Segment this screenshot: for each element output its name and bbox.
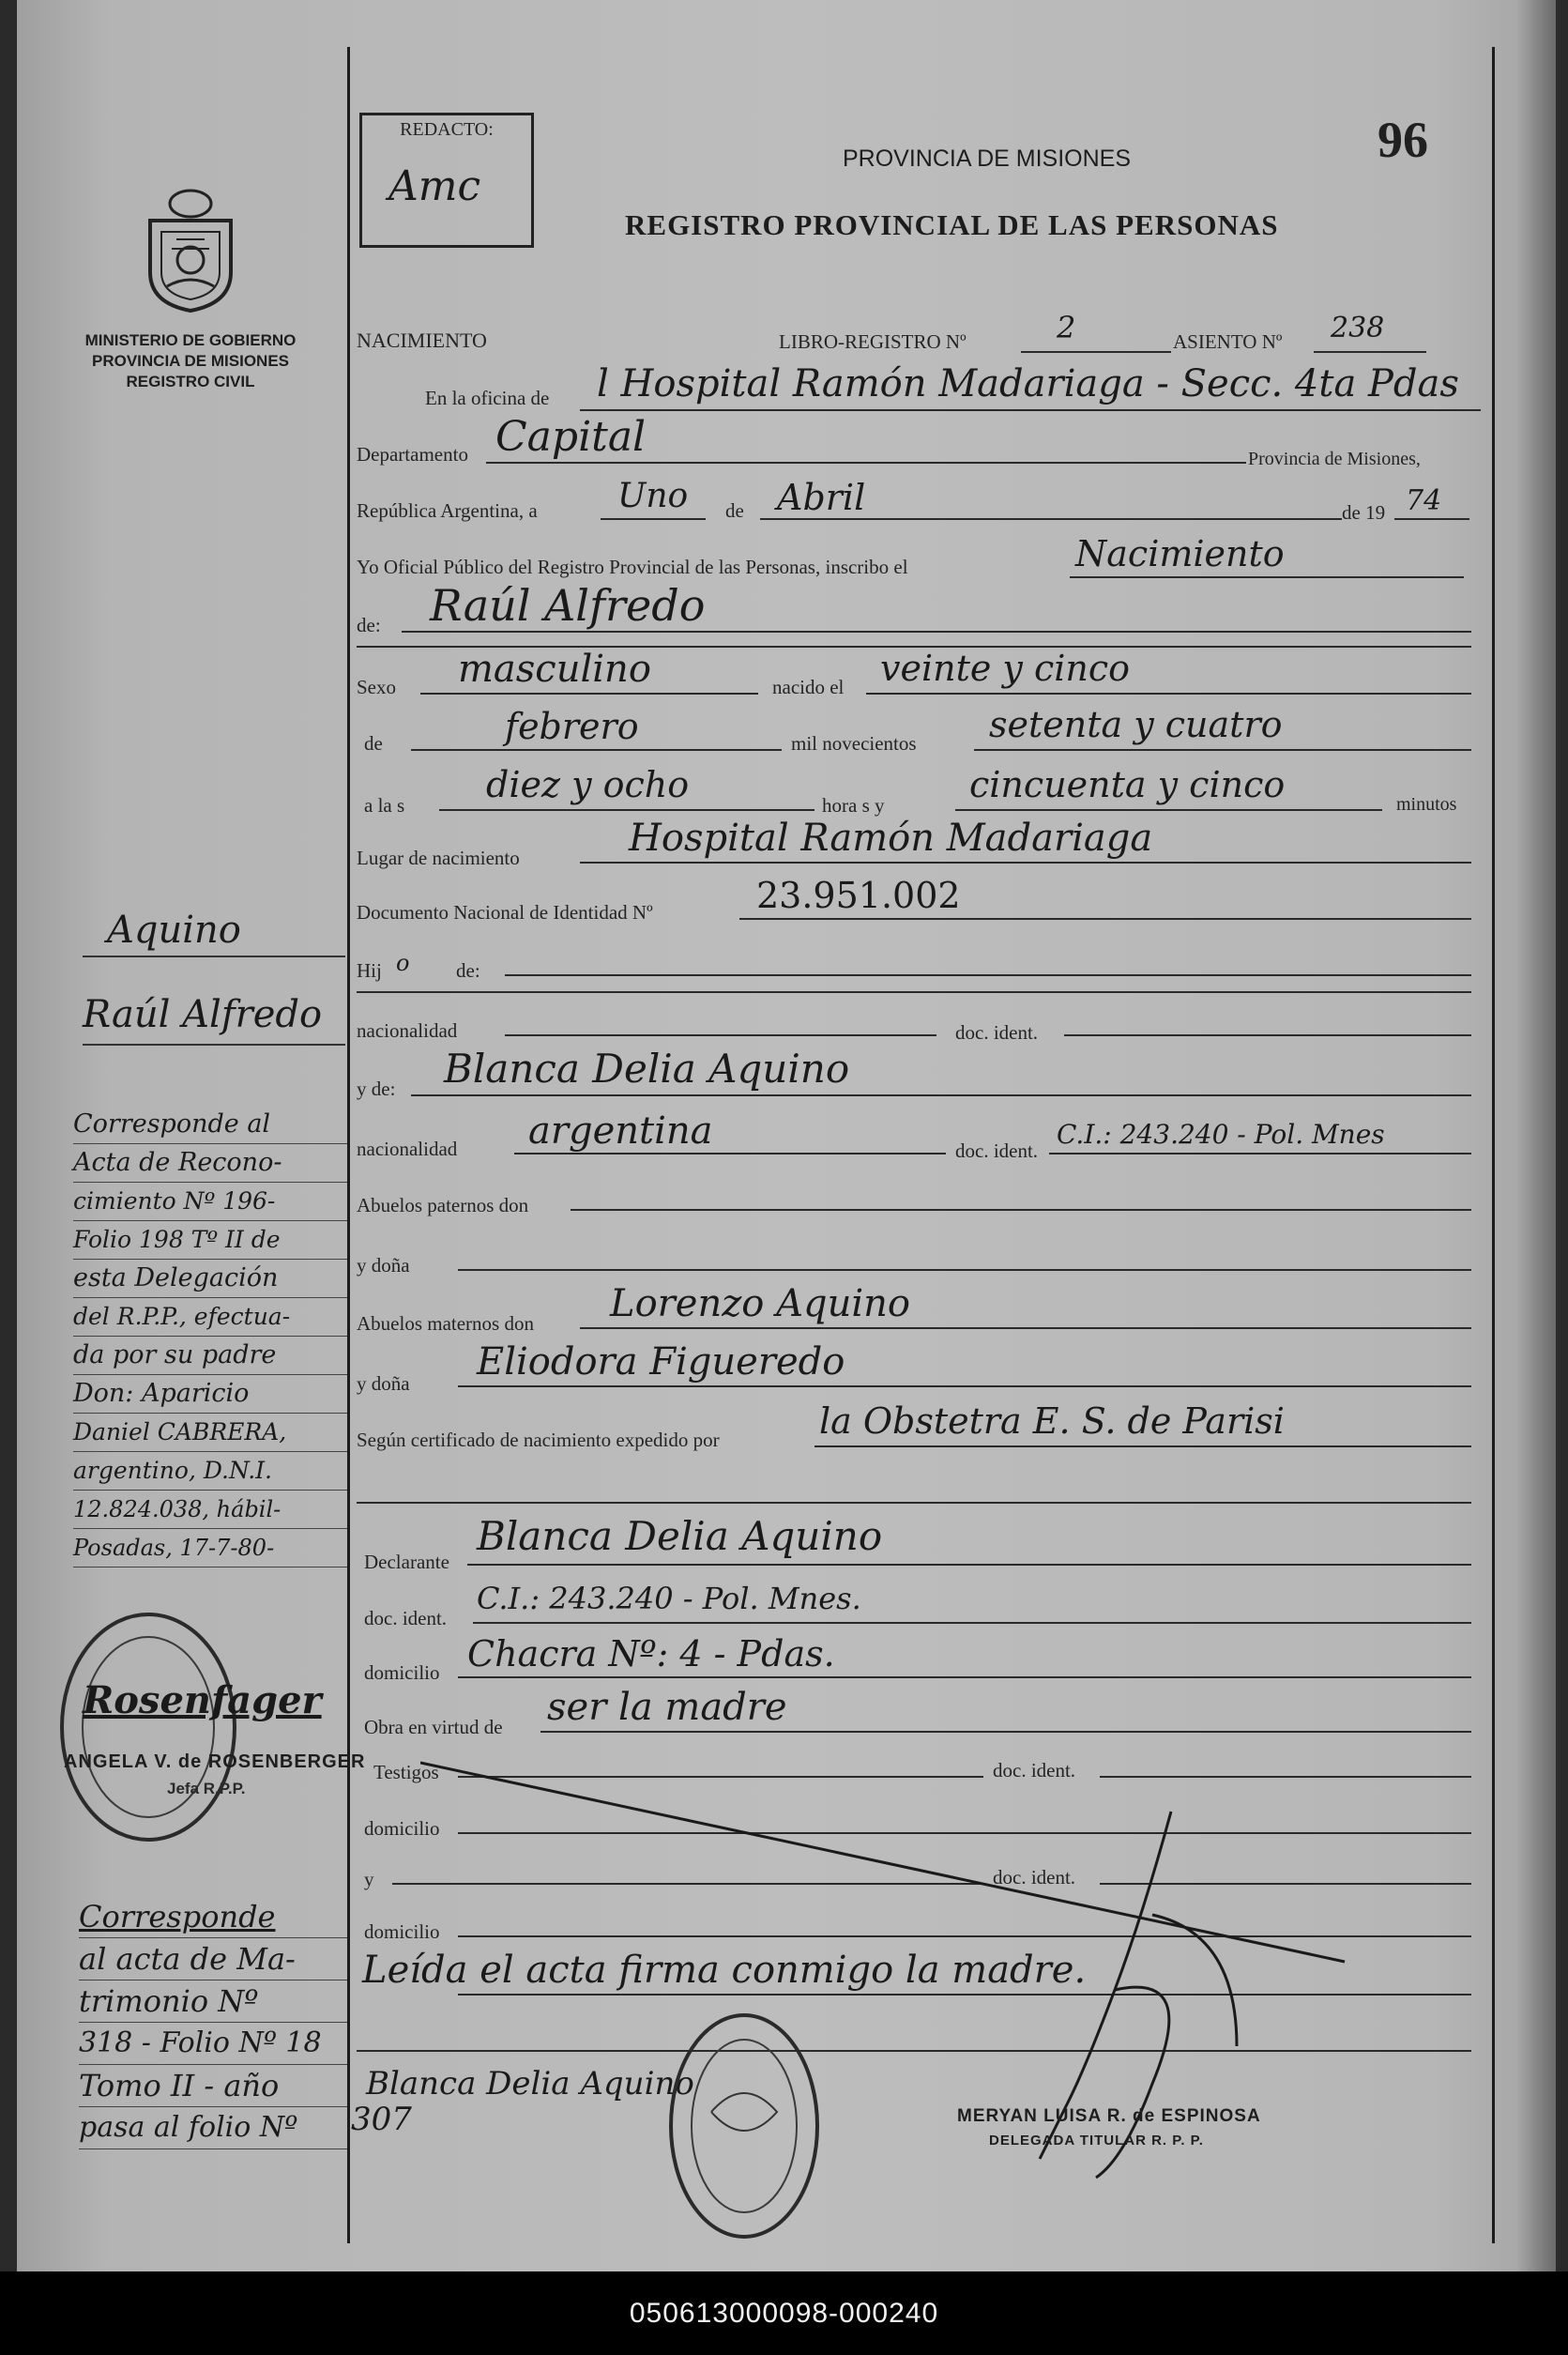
minutes-line — [955, 809, 1382, 811]
father-nat-label: nacionalidad — [357, 1019, 458, 1042]
margin-note-line: esta Delegación — [73, 1260, 347, 1298]
year-label: de 19 — [1342, 501, 1386, 524]
redacto-box — [359, 113, 534, 248]
abuela-m-line — [458, 1385, 1471, 1387]
margin-note-line: Corresponde — [79, 1896, 347, 1938]
margin-given-name: Raúl Alfredo — [83, 993, 323, 1036]
mother-nat-line — [514, 1153, 946, 1155]
de2-label: de — [364, 732, 383, 755]
margin-note-line: Posadas, 17-7-80- — [73, 1529, 347, 1567]
leida-line-2 — [357, 2050, 1471, 2052]
birth-month-line — [411, 749, 782, 751]
section-label: NACIMIENTO — [357, 329, 487, 352]
mother-nat-value: argentina — [528, 1109, 713, 1153]
margin-note-line: Tomo II - año — [79, 2065, 347, 2107]
asiento-value: 238 — [1331, 312, 1385, 344]
departamento-value: Capital — [495, 413, 647, 461]
domicilio-label: domicilio — [364, 1661, 440, 1684]
abuelos-p-label: Abuelos paternos don — [357, 1194, 529, 1216]
hijo-suffix: o — [396, 950, 410, 976]
dni-value: 23.951.002 — [756, 875, 961, 916]
certificado-label: Según certificado de nacimiento expedido por — [357, 1429, 720, 1451]
margin-surname: Aquino — [107, 909, 241, 952]
margin-signature: Rosenfager — [83, 1678, 322, 1722]
day-value: Uno — [617, 477, 689, 515]
margin-signer-title: Jefa R.P.P. — [167, 1780, 246, 1797]
year-words-line — [974, 749, 1471, 751]
birth-month-value: febrero — [505, 706, 639, 747]
nacido-line — [866, 693, 1471, 695]
hours-value: diez y ocho — [486, 764, 690, 805]
libro-value: 2 — [1057, 310, 1076, 345]
inscribo-line — [1070, 576, 1464, 578]
official-seal-icon — [664, 2009, 824, 2243]
lugar-value: Hospital Ramón Madariaga — [629, 817, 1153, 860]
abuela-p-label: y doña — [357, 1254, 410, 1277]
margin-note-line: del R.P.P., efectua- — [73, 1298, 347, 1337]
father-doc-line — [1064, 1034, 1471, 1036]
dni-label: Documento Nacional de Identidad Nº — [357, 901, 653, 924]
asiento-label: ASIENTO Nº — [1173, 330, 1283, 353]
testigo2-label: y — [364, 1868, 374, 1890]
registrant-name: Raúl Alfredo — [430, 580, 706, 631]
father-line-2 — [357, 991, 1471, 993]
month-line — [760, 518, 1342, 520]
province-title: PROVINCIA DE MISIONES — [843, 145, 1132, 172]
mother-doc-value: C.I.: 243.240 - Pol. Mnes — [1057, 1119, 1385, 1150]
certificado-line — [814, 1445, 1471, 1447]
domicilio-value: Chacra Nº: 4 - Pdas. — [467, 1633, 835, 1674]
inscribo-value: Nacimiento — [1075, 533, 1285, 574]
margin-note-line: argentino, D.N.I. — [73, 1452, 347, 1491]
registry-title: REGISTRO PROVINCIAL DE LAS PERSONAS — [625, 208, 1279, 241]
de-label: de — [725, 499, 744, 522]
republica-label: República Argentina, a — [357, 499, 538, 522]
coat-of-arms-icon — [139, 183, 242, 314]
obra-value: ser la madre — [547, 1686, 787, 1729]
archive-id-bar — [0, 2271, 1568, 2355]
inscribo-label: Yo Oficial Público del Registro Provincial de las Personas, inscribo el — [357, 556, 908, 578]
domicilio-line — [458, 1676, 1471, 1678]
lugar-label: Lugar de nacimiento — [357, 847, 520, 869]
sexo-line — [420, 693, 758, 695]
margin-note-marriage — [79, 1896, 347, 2149]
redacto-label: REDACTO: — [400, 119, 494, 140]
mother-line — [411, 1094, 1471, 1096]
decl-doc-value: C.I.: 243.240 - Pol. Mnes. — [477, 1581, 861, 1616]
certificado-value: la Obstetra E. S. de Parisi — [819, 1400, 1285, 1442]
testigos-label: Testigos — [373, 1761, 439, 1783]
abuela-m-value: Eliodora Figueredo — [477, 1340, 845, 1384]
year-value: 74 — [1406, 484, 1442, 517]
mother-doc-line — [1049, 1153, 1471, 1155]
margin-note-line: da por su padre — [73, 1337, 347, 1375]
oficina-label: En la oficina de — [425, 387, 550, 409]
margin-note-line: Acta de Recono- — [73, 1144, 347, 1183]
lugar-line — [580, 862, 1471, 864]
abuela-p-line — [458, 1269, 1471, 1271]
day-line — [601, 518, 706, 520]
abuelo-m-value: Lorenzo Aquino — [610, 1282, 910, 1325]
margin-note-line: Daniel CABRERA, — [73, 1414, 347, 1452]
margin-note-line: 12.824.038, hábil- — [73, 1491, 347, 1529]
ministry-line: PROVINCIA DE MISIONES — [91, 352, 289, 370]
libro-line — [1021, 351, 1171, 353]
margin-line — [83, 1044, 345, 1046]
horas-label: hora s y — [822, 794, 885, 817]
mother-nat-label: nacionalidad — [357, 1138, 458, 1160]
dni-line — [739, 918, 1471, 920]
margin-note-line: Folio 198 Tº II de — [73, 1221, 347, 1260]
father-nat-line — [505, 1034, 936, 1036]
ministry-line: REGISTRO CIVIL — [126, 373, 255, 390]
provincia-suffix: Provincia de Misiones, — [1248, 449, 1421, 469]
margin-stamp-icon — [54, 1605, 242, 1849]
minutes-value: cincuenta y cinco — [969, 764, 1286, 805]
asiento-line — [1314, 351, 1426, 353]
margin-folio-value: 307 — [351, 2101, 412, 2138]
page-number: 96 — [1378, 112, 1428, 168]
margin-note-line: cimiento Nº 196- — [73, 1183, 347, 1221]
declarante-value: Blanca Delia Aquino — [477, 1513, 883, 1559]
ministry-line: MINISTERIO DE GOBIERNO — [84, 331, 297, 349]
father-doc-label: doc. ident. — [955, 1021, 1039, 1044]
hijo-label: Hij — [357, 959, 382, 982]
year-words-value: setenta y cuatro — [989, 704, 1283, 745]
abuela-m-label: y doña — [357, 1372, 410, 1395]
testigo1-doc-label: doc. ident. — [993, 1759, 1076, 1782]
oficina-value: l Hospital Ramón Madariaga - Secc. 4ta Pdas — [597, 362, 1459, 405]
margin-rule-left — [347, 47, 350, 2243]
oficina-line — [580, 409, 1481, 411]
declarante-label: Declarante — [364, 1551, 449, 1573]
mother-name: Blanca Delia Aquino — [444, 1046, 850, 1092]
delegada-name: MERYAN LUISA R. de ESPINOSA — [957, 2106, 1261, 2126]
abuelos-m-label: Abuelos maternos don — [357, 1312, 534, 1335]
father-line — [505, 974, 1471, 976]
archive-id: 050613000098-000240 — [629, 2298, 939, 2329]
leida-line — [458, 1994, 1471, 1996]
declarante-line — [467, 1564, 1471, 1566]
hours-line — [439, 809, 814, 811]
abuelo-p-line — [571, 1209, 1471, 1211]
margin-rule-right — [1492, 47, 1495, 2243]
mother-label: y de: — [357, 1078, 396, 1100]
sexo-value: masculino — [458, 648, 651, 691]
delegada-title: DELEGADA TITULAR R. P. P. — [989, 2133, 1204, 2149]
testigo1-dom-label: domicilio — [364, 1817, 440, 1840]
margin-note-line: 318 - Folio Nº 18 — [79, 2023, 347, 2065]
margin-signer-stamp: ANGELA V. de ROSENBERGER — [64, 1751, 366, 1772]
name-line — [402, 631, 1471, 633]
sexo-label: Sexo — [357, 676, 396, 698]
decl-doc-label: doc. ident. — [364, 1607, 448, 1629]
obra-label: Obra en virtud de — [364, 1716, 503, 1738]
mother-signature: Blanca Delia Aquino — [366, 2065, 694, 2103]
nacido-value: veinte y cinco — [880, 648, 1131, 689]
hijo-de: de: — [456, 959, 480, 982]
testigo2-doc-label: doc. ident. — [993, 1866, 1076, 1889]
mother-doc-label: doc. ident. — [955, 1139, 1039, 1162]
decl-doc-line — [473, 1622, 1471, 1624]
departamento-label: Departamento — [357, 443, 468, 466]
ministry-block — [73, 330, 308, 392]
name-label: de: — [357, 614, 381, 636]
month-value: Abril — [777, 477, 866, 518]
margin-note-line: Don: Aparicio — [73, 1375, 347, 1414]
minutos-label: minutos — [1396, 794, 1457, 815]
nacido-label: nacido el — [772, 676, 845, 698]
alas-label: a la s — [364, 794, 405, 817]
margin-note-line: trimonio Nº — [79, 1980, 347, 2023]
abuelo-m-line — [580, 1327, 1471, 1329]
margin-line — [83, 956, 345, 957]
leida-text: Leída el acta firma conmigo la madre. — [362, 1949, 1087, 1992]
certificado-line-2 — [357, 1502, 1471, 1504]
margin-note-line: al acta de Ma- — [79, 1938, 347, 1980]
document-page — [17, 0, 1556, 2271]
margin-note-recognition — [73, 1106, 347, 1567]
departamento-line — [486, 462, 1246, 464]
margin-note-line: pasa al folio Nº — [79, 2107, 347, 2149]
libro-label: LIBRO-REGISTRO Nº — [779, 330, 967, 353]
year-line — [1394, 518, 1469, 520]
margin-note-line: Corresponde al — [73, 1106, 347, 1144]
mil-label: mil novecientos — [791, 732, 917, 755]
obra-line — [540, 1731, 1471, 1733]
testigo2-dom-label: domicilio — [364, 1920, 440, 1943]
redacto-initials: Amc — [388, 162, 481, 210]
page-edge-shadow — [1516, 0, 1556, 2271]
